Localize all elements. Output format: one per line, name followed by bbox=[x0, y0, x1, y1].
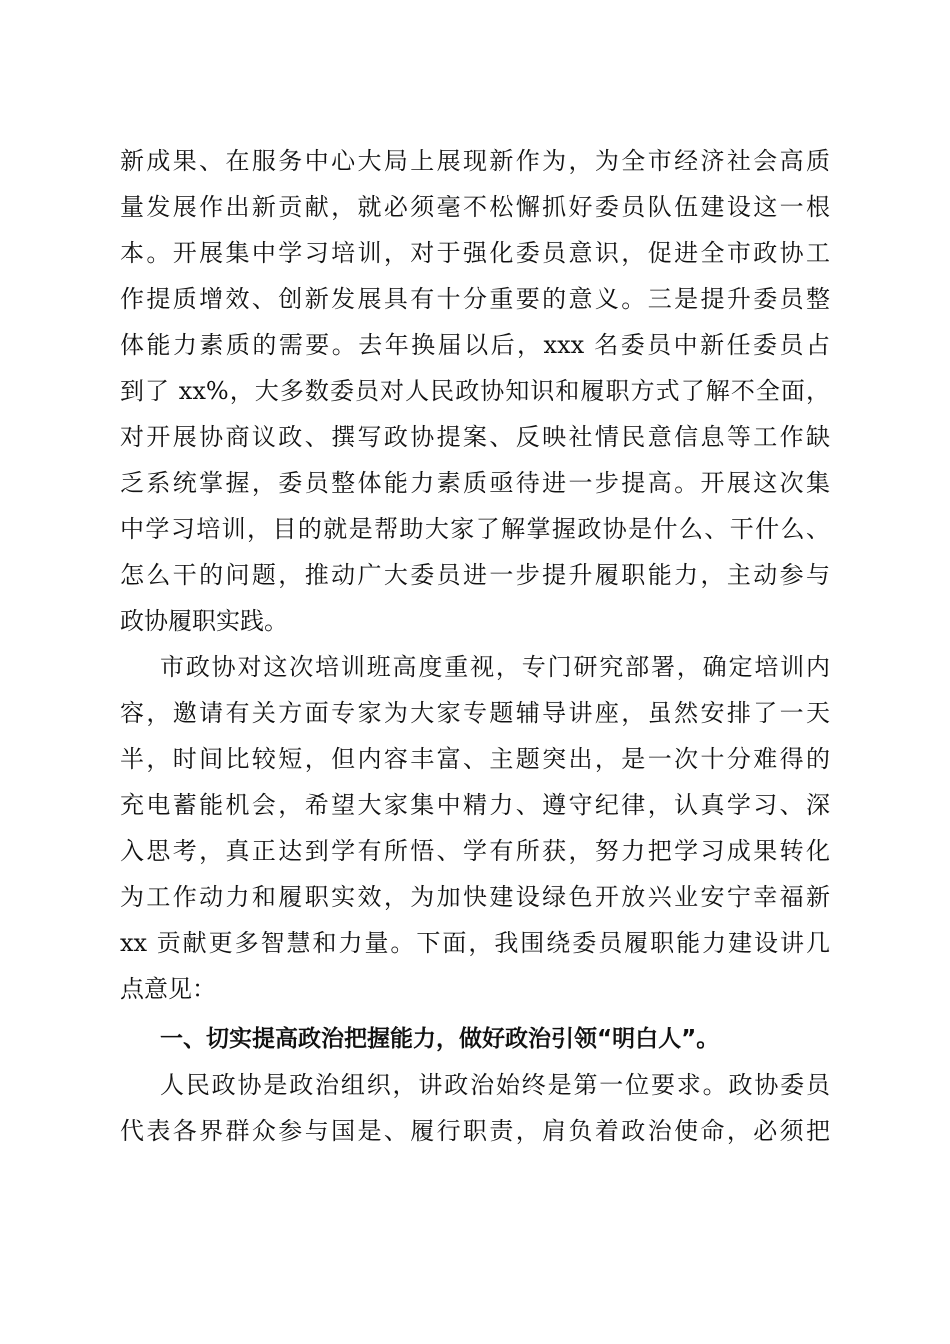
body-text-line: 乏系统掌握，委员整体能力素质亟待进一步提高。开展这次集 bbox=[120, 469, 830, 497]
paragraph-first-line: 人民政协是政治组织，讲政治始终是第一位要求。政协委员 bbox=[160, 1071, 830, 1099]
body-text-line: 代表各界群众参与国是、履行职责，肩负着政治使命，必须把 bbox=[120, 1117, 830, 1145]
body-text-line: 充电蓄能机会，希望大家集中精力、遵守纪律，认真学习、深 bbox=[120, 791, 830, 819]
body-text-line: 半，时间比较短，但内容丰富、主题突出，是一次十分难得的 bbox=[120, 745, 830, 773]
body-text-line: 体能力素质的需要。去年换届以后，xxx 名委员中新任委员占 bbox=[120, 331, 830, 359]
section-heading: 一、切实提高政治把握能力，做好政治引领“明白人”。 bbox=[160, 1026, 720, 1052]
body-text-line: 本。开展集中学习培训，对于强化委员意识，促进全市政协工 bbox=[120, 239, 830, 267]
body-text-line: 作提质增效、创新发展具有十分重要的意义。三是提升委员整 bbox=[120, 285, 830, 313]
body-text-line: 对开展协商议政、撰写政协提案、反映社情民意信息等工作缺 bbox=[120, 423, 830, 451]
body-text-line: 为工作动力和履职实效，为加快建设绿色开放兴业安宁幸福新 bbox=[120, 883, 830, 911]
body-text-line: 到了 xx%，大多数委员对人民政协知识和履职方式了解不全面， bbox=[120, 377, 830, 405]
body-text-line: 怎么干的问题，推动广大委员进一步提升履职能力，主动参与 bbox=[120, 561, 830, 589]
body-text-line: 量发展作出新贡献，就必须毫不松懈抓好委员队伍建设这一根 bbox=[120, 193, 830, 221]
body-text-line: xx 贡献更多智慧和力量。下面，我围绕委员履职能力建设讲几 bbox=[120, 929, 830, 957]
body-text-line: 点意见： bbox=[120, 975, 216, 1003]
body-text-line: 入思考，真正达到学有所悟、学有所获，努力把学习成果转化 bbox=[120, 837, 830, 865]
paragraph-first-line: 市政协对这次培训班高度重视，专门研究部署，确定培训内 bbox=[160, 653, 830, 681]
body-text-line: 政协履职实践。 bbox=[120, 607, 288, 635]
body-text-line: 新成果、在服务中心大局上展现新作为，为全市经济社会高质 bbox=[120, 147, 830, 175]
body-text-line: 中学习培训，目的就是帮助大家了解掌握政协是什么、干什么、 bbox=[120, 515, 830, 543]
body-text-line: 容，邀请有关方面专家为大家专题辅导讲座，虽然安排了一天 bbox=[120, 699, 830, 727]
